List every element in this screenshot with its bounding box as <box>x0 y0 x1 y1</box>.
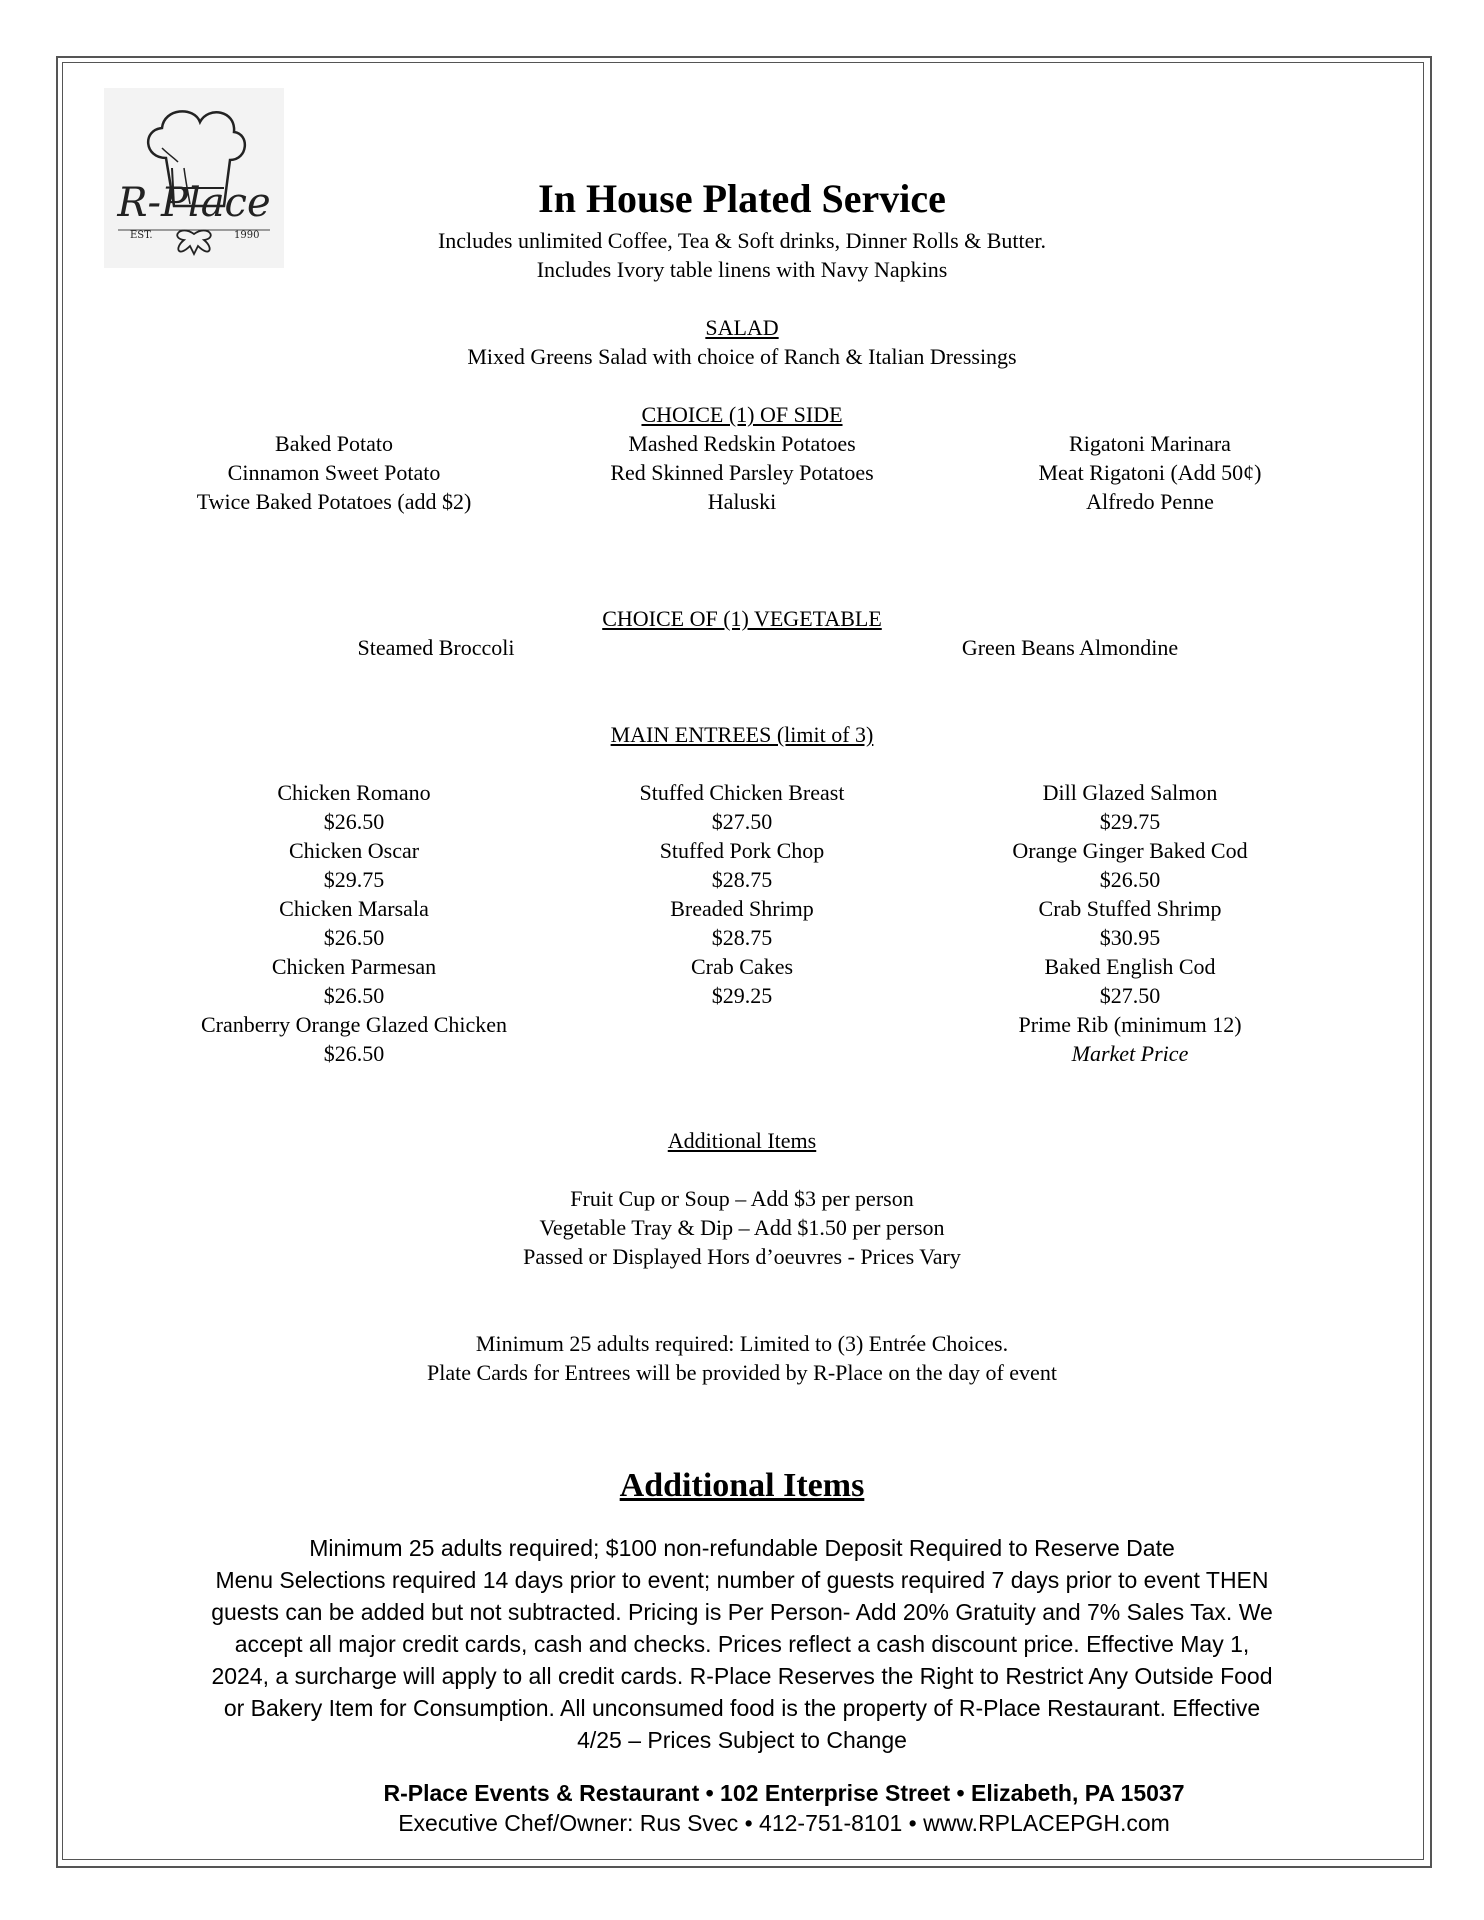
entree-name: Chicken Marsala <box>279 896 429 921</box>
note-line: Minimum 25 adults required: Limited to (3) Entrée Choices. <box>475 1331 1009 1356</box>
entree-name: Cranberry Orange Glazed Chicken <box>200 1012 508 1037</box>
entree-name: Stuffed Pork Chop <box>659 838 825 863</box>
additional-item: Fruit Cup or Soup – Add $3 per person <box>570 1186 914 1211</box>
entree-name: Crab Stuffed Shrimp <box>1038 896 1222 921</box>
side-item: Meat Rigatoni (Add 50¢) <box>1038 460 1262 485</box>
sides-heading: CHOICE (1) OF SIDE <box>641 402 843 427</box>
sides-column-2 <box>542 429 942 516</box>
entree-name: Prime Rib (minimum 12) <box>1018 1012 1242 1037</box>
entree-price: $29.75 <box>323 867 385 892</box>
entree-price: $28.75 <box>711 925 773 950</box>
entree-price: Market Price <box>1071 1041 1189 1066</box>
salad-heading: SALAD <box>705 315 779 340</box>
page-title: In House Plated Service <box>538 176 946 221</box>
additional-item: Vegetable Tray & Dip – Add $1.50 per person <box>539 1215 945 1240</box>
entree-price: $27.50 <box>1099 983 1161 1008</box>
side-item: Twice Baked Potatoes (add $2) <box>196 489 472 514</box>
terms-line: 4/25 – Prices Subject to Change <box>577 1727 907 1753</box>
footer-address: R-Place Events & Restaurant • 102 Enterprise Street • Elizabeth, PA 15037 <box>383 1780 1185 1806</box>
entree-price: $28.75 <box>711 867 773 892</box>
vegetable-item: Steamed Broccoli <box>357 635 515 660</box>
additional-heading: Additional Items <box>667 1128 817 1153</box>
entree-name: Breaded Shrimp <box>670 896 814 921</box>
entree-price: $29.75 <box>1099 809 1161 834</box>
logo-year: 1990 <box>234 230 260 241</box>
entree-name: Dill Glazed Salmon <box>1042 780 1218 805</box>
entree-name: Chicken Romano <box>277 780 431 805</box>
salad-text: Mixed Greens Salad with choice of Ranch & Italian Dressings <box>467 344 1017 369</box>
side-item: Alfredo Penne <box>1086 489 1214 514</box>
entree-name: Chicken Oscar <box>288 838 420 863</box>
logo-wordmark: R-Place <box>117 180 271 226</box>
vegetable-item: Green Beans Almondine <box>961 635 1179 660</box>
entrees-column-2 <box>542 778 942 1010</box>
entree-price: $26.50 <box>323 809 385 834</box>
entrees-heading: MAIN ENTREES (limit of 3) <box>610 722 874 747</box>
side-item: Red Skinned Parsley Potatoes <box>610 460 874 485</box>
entree-price: $27.50 <box>711 809 773 834</box>
side-item: Baked Potato <box>275 431 393 456</box>
entree-price: $26.50 <box>323 925 385 950</box>
footer-contact: Executive Chef/Owner: Rus Svec • 412-751-8101 • www.RPLACEPGH.com <box>398 1810 1170 1836</box>
entree-name: Baked English Cod <box>1044 954 1216 979</box>
entree-price: $26.50 <box>323 983 385 1008</box>
logo-est: EST. <box>130 230 153 241</box>
additional-items-title: Additional Items <box>619 1467 865 1504</box>
side-item: Haluski <box>707 489 777 514</box>
additional-item: Passed or Displayed Hors d’oeuvres - Prices Vary <box>523 1244 961 1269</box>
entree-name: Orange Ginger Baked Cod <box>1012 838 1248 863</box>
side-item: Cinnamon Sweet Potato <box>227 460 441 485</box>
terms-line: or Bakery Item for Consumption. All unconsumed food is the property of R-Place Restaurant. Effective <box>223 1695 1261 1721</box>
terms-line: Minimum 25 adults required; $100 non-refundable Deposit Required to Reserve Date <box>309 1535 1175 1561</box>
entree-price: $29.25 <box>711 983 773 1008</box>
side-item: Mashed Redskin Potatoes <box>628 431 856 456</box>
terms-line: guests can be added but not subtracted. Pricing is Per Person- Add 20% Gratuity and 7% Sales Tax. We <box>211 1599 1273 1625</box>
sides-column-3 <box>930 429 1370 516</box>
terms-line: 2024, a surcharge will apply to all credit cards. R-Place Reserves the Right to Restrict Any Outside Food <box>211 1663 1273 1689</box>
terms-block <box>170 1532 1314 1756</box>
intro-line: Includes Ivory table linens with Navy Napkins <box>536 257 948 282</box>
entree-name: Stuffed Chicken Breast <box>639 780 845 805</box>
sides-column-1 <box>134 429 534 516</box>
entree-price: $26.50 <box>323 1041 385 1066</box>
entree-price: $30.95 <box>1099 925 1161 950</box>
entrees-column-1 <box>154 778 554 1068</box>
intro-line: Includes unlimited Coffee, Tea & Soft drinks, Dinner Rolls & Butter. <box>437 228 1047 253</box>
terms-line: Menu Selections required 14 days prior to event; number of guests required 7 days prior to event THEN <box>215 1567 1269 1593</box>
vegetable-heading: CHOICE OF (1) VEGETABLE <box>602 606 882 631</box>
entree-name: Crab Cakes <box>690 954 794 979</box>
entree-price: $26.50 <box>1099 867 1161 892</box>
note-line: Plate Cards for Entrees will be provided by R-Place on the day of event <box>427 1360 1057 1385</box>
side-item: Rigatoni Marinara <box>1069 431 1231 456</box>
entree-name: Chicken Parmesan <box>271 954 437 979</box>
terms-line: accept all major credit cards, cash and checks. Prices reflect a cash discount price. Effective May 1, <box>234 1631 1250 1657</box>
entrees-column-3 <box>930 778 1330 1068</box>
